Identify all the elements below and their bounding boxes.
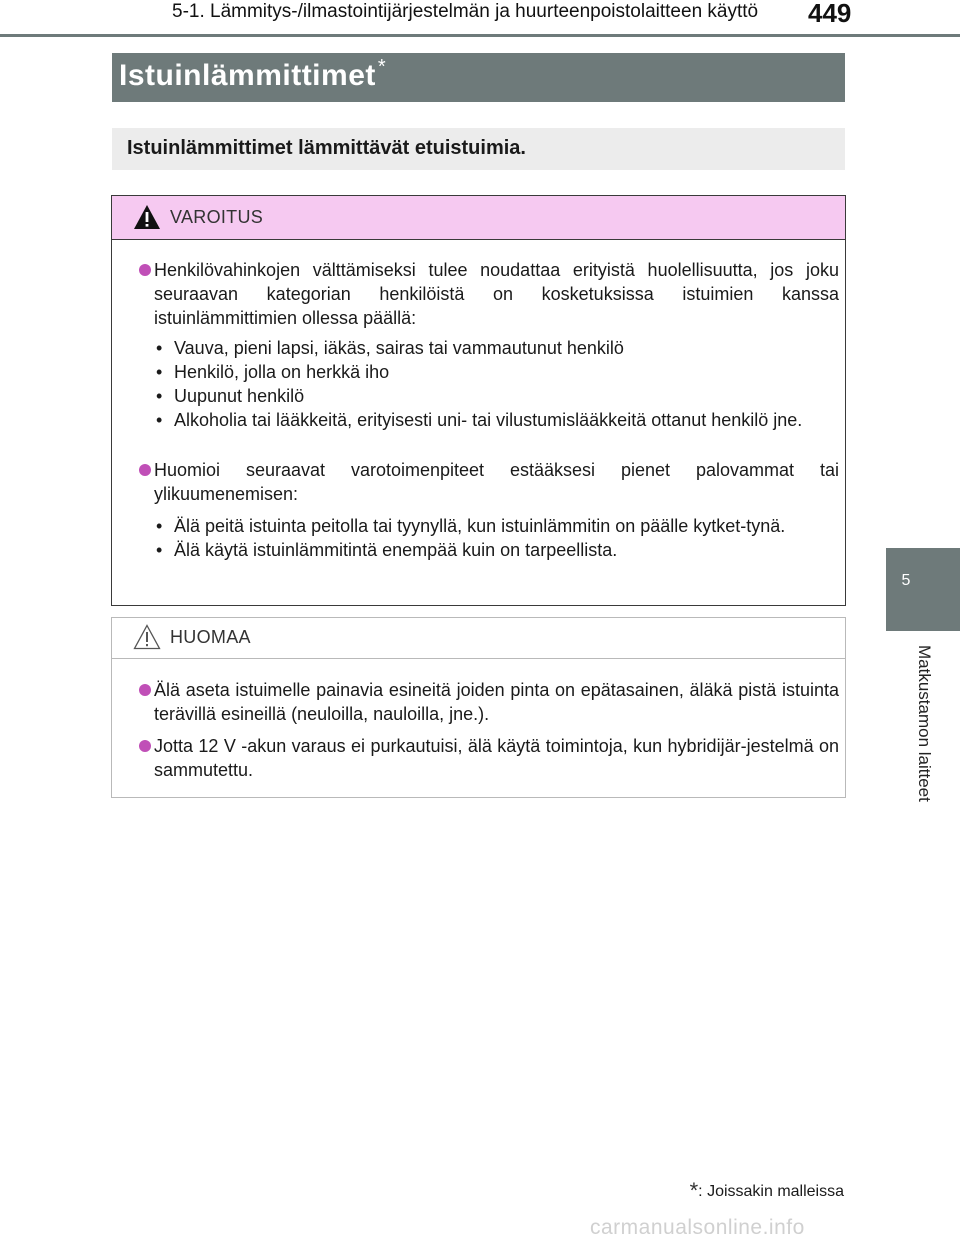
chapter-number: 5 <box>901 572 911 589</box>
page-number: 449 <box>808 0 852 28</box>
warning-triangle-icon <box>133 204 161 230</box>
chapter-label: Matkustamon laitteet <box>915 645 934 802</box>
footnote-text: : Joissakin malleissa <box>698 1183 844 1200</box>
warning-box <box>111 195 846 606</box>
footnote-asterisk: * <box>689 1178 699 1203</box>
footnote <box>660 1178 844 1204</box>
section-title <box>119 56 387 93</box>
warning-label: VAROITUS <box>170 207 264 227</box>
watermark: carmanualsonline.info <box>590 1216 805 1239</box>
warning-sublist-1 <box>154 336 830 432</box>
caution-item-1-text: Älä aseta istuimelle painavia esineitä joiden pinta on epätasainen, äläkä pistä istuinta terävillä esineillä (neuloilla, nauloilla, jne.). <box>154 680 839 724</box>
list-item: • Vauva, pieni lapsi, iäkäs, sairas tai vammautunut henkilö <box>154 336 830 360</box>
caution-item-2 <box>154 734 839 782</box>
lead-box <box>112 128 845 170</box>
bullet-dot-icon <box>139 264 151 276</box>
chapter-tab <box>886 548 960 631</box>
bullet-dot-icon <box>139 684 151 696</box>
list-item: • Henkilö, jolla on herkkä iho <box>154 360 830 384</box>
warning-item-1 <box>154 258 839 330</box>
warning-item-2 <box>154 458 839 506</box>
warning-header <box>112 196 845 240</box>
header-rule <box>0 34 960 37</box>
caution-header <box>112 618 845 659</box>
caution-item-2-text: Jotta 12 V -akun varaus ei purkautuisi, älä käytä toimintoja, kun hybridijär-jestelmä on sammutettu. <box>154 736 839 780</box>
list-item: • Alkoholia tai lääkkeitä, erityisesti uni- tai vilustumislääkkeitä ottanut henkilö jne. <box>154 408 830 432</box>
caution-item-1 <box>154 678 839 726</box>
warning-sublist-2 <box>154 514 830 562</box>
caution-triangle-icon <box>133 624 161 650</box>
section-title-bar <box>112 53 845 102</box>
list-item: • Älä käytä istuinlämmitintä enempää kuin on tarpeellista. <box>154 538 830 562</box>
warning-item-1-text: Henkilövahinkojen välttämiseksi tulee noudattaa erityistä huolellisuutta, jos joku seuraavan kategorian henkilöistä on kosketuksissa istuimien kanssa istuinlämmittimien ollessa päällä: <box>154 260 839 328</box>
title-asterisk: * <box>377 56 387 78</box>
list-item: • Älä peitä istuinta peitolla tai tyynyllä, kun istuinlämmitin on päälle kytket-tynä. <box>154 514 830 538</box>
bullet-dot-icon <box>139 740 151 752</box>
warning-item-2-text: Huomioi seuraavat varotoimenpiteet estääksesi pienet palovammat tai ylikuumenemisen: <box>154 460 839 504</box>
caution-label: HUOMAA <box>170 627 251 647</box>
lead-text: Istuinlämmittimet lämmittävät etuistuimia. <box>127 137 526 159</box>
list-item: • Uupunut henkilö <box>154 384 830 408</box>
running-header-title: 5-1. Lämmitys-/ilmastointijärjestelmän ja huurteenpoistolaitteen käyttö <box>172 1 759 22</box>
bullet-dot-icon <box>139 464 151 476</box>
section-title-text: Istuinlämmittimet <box>119 59 376 92</box>
caution-box <box>111 617 846 798</box>
